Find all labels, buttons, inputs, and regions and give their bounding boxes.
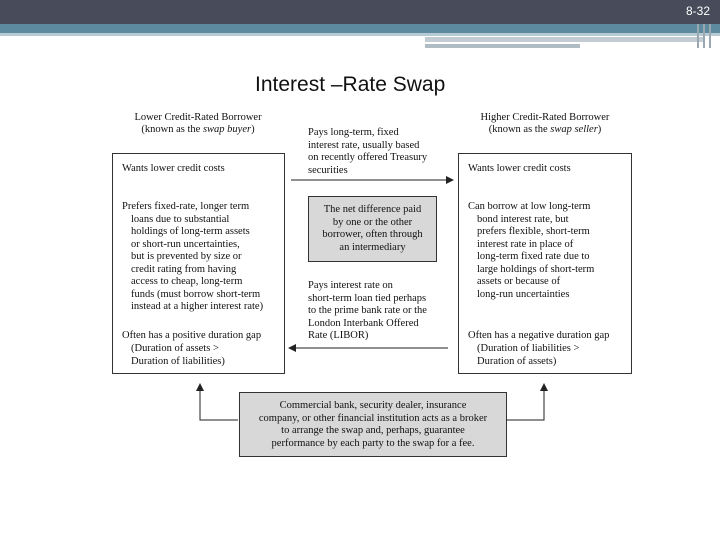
broker-line: to arrange the swap and, perhaps, guarantee: [281, 425, 465, 436]
floating-rate-line: Rate (LIBOR): [308, 330, 369, 341]
right-party-name: Higher Credit-Rated Borrower: [480, 112, 610, 123]
right-party-role: (known as the swap seller): [488, 124, 602, 135]
seller-duration-gap-detail: Duration of assets): [477, 355, 557, 367]
floating-rate-line: Pays interest rate on: [308, 280, 393, 291]
left-party-role: (known as the swap buyer): [141, 124, 255, 135]
seller-detail-line: long-term fixed rate due to: [477, 251, 590, 262]
buyer-duration-gap-detail: (Duration of assets >: [131, 343, 219, 354]
seller-detail-line: assets or because of: [477, 276, 561, 287]
seller-detail-line: prefers flexible, short-term: [477, 226, 590, 237]
buyer-duration-gap: Often has a positive duration gap: [122, 330, 262, 341]
slide-title: Interest –Rate Swap: [255, 73, 446, 96]
fixed-rate-line: Pays long-term, fixed: [308, 127, 399, 138]
fixed-rate-line: interest rate, usually based: [308, 139, 420, 151]
buyer-detail-line: or short-run uncertainties,: [131, 238, 240, 250]
seller-detail-line: bond interest rate, but: [477, 213, 569, 225]
left-party-name: Lower Credit-Rated Borrower: [134, 112, 262, 123]
seller-detail-line: long-run uncertainties: [477, 288, 570, 300]
seller-goal: Wants lower credit costs: [468, 163, 571, 174]
buyer-detail-line: Prefers fixed-rate, longer term: [122, 201, 250, 212]
net-difference-line: borrower, often through: [322, 229, 423, 240]
broker-line: performance by each party to the swap for a fee.: [271, 437, 475, 449]
buyer-duration-gap-detail: Duration of liabilities): [131, 355, 225, 367]
buyer-detail-line: access to cheap, long-term: [131, 276, 243, 287]
floating-rate-line: London Interbank Offered: [308, 317, 419, 329]
net-difference-line: an intermediary: [339, 241, 406, 253]
seller-detail-line: large holdings of short-term: [477, 263, 595, 275]
buyer-detail-line: funds (must borrow short-term: [131, 288, 261, 300]
buyer-detail-line: loans due to substantial: [131, 213, 230, 225]
seller-detail-line: Can borrow at low long-term: [468, 201, 591, 212]
buyer-detail-line: but is prevented by size or: [131, 251, 242, 262]
seller-duration-gap-detail: (Duration of liabilities >: [477, 343, 580, 354]
seller-duration-gap: Often has a negative duration gap: [468, 330, 610, 341]
floating-rate-line: to the prime bank rate or the: [308, 305, 427, 316]
net-difference-line: The net difference paid: [323, 204, 422, 215]
seller-detail-line: interest rate in place of: [477, 238, 574, 250]
buyer-goal: Wants lower credit costs: [122, 163, 225, 174]
buyer-detail-line: credit rating from having: [131, 263, 237, 275]
buyer-detail-line: holdings of long-term assets: [131, 226, 250, 237]
broker-line: company, or other financial institution acts as a broker: [258, 412, 488, 424]
fixed-rate-line: on recently offered Treasury: [308, 152, 428, 163]
net-difference-line: by one or the other: [332, 216, 413, 228]
broker-line: Commercial bank, security dealer, insurance: [279, 400, 467, 411]
broker-to-buyer-arrow: [200, 384, 238, 420]
fixed-rate-line: securities: [308, 164, 348, 176]
buyer-detail-line: instead at a higher interest rate): [131, 301, 264, 312]
slide-number: 8-32: [685, 4, 710, 18]
floating-rate-line: short-term loan tied perhaps: [308, 292, 427, 304]
broker-to-seller-arrow: [506, 384, 544, 420]
